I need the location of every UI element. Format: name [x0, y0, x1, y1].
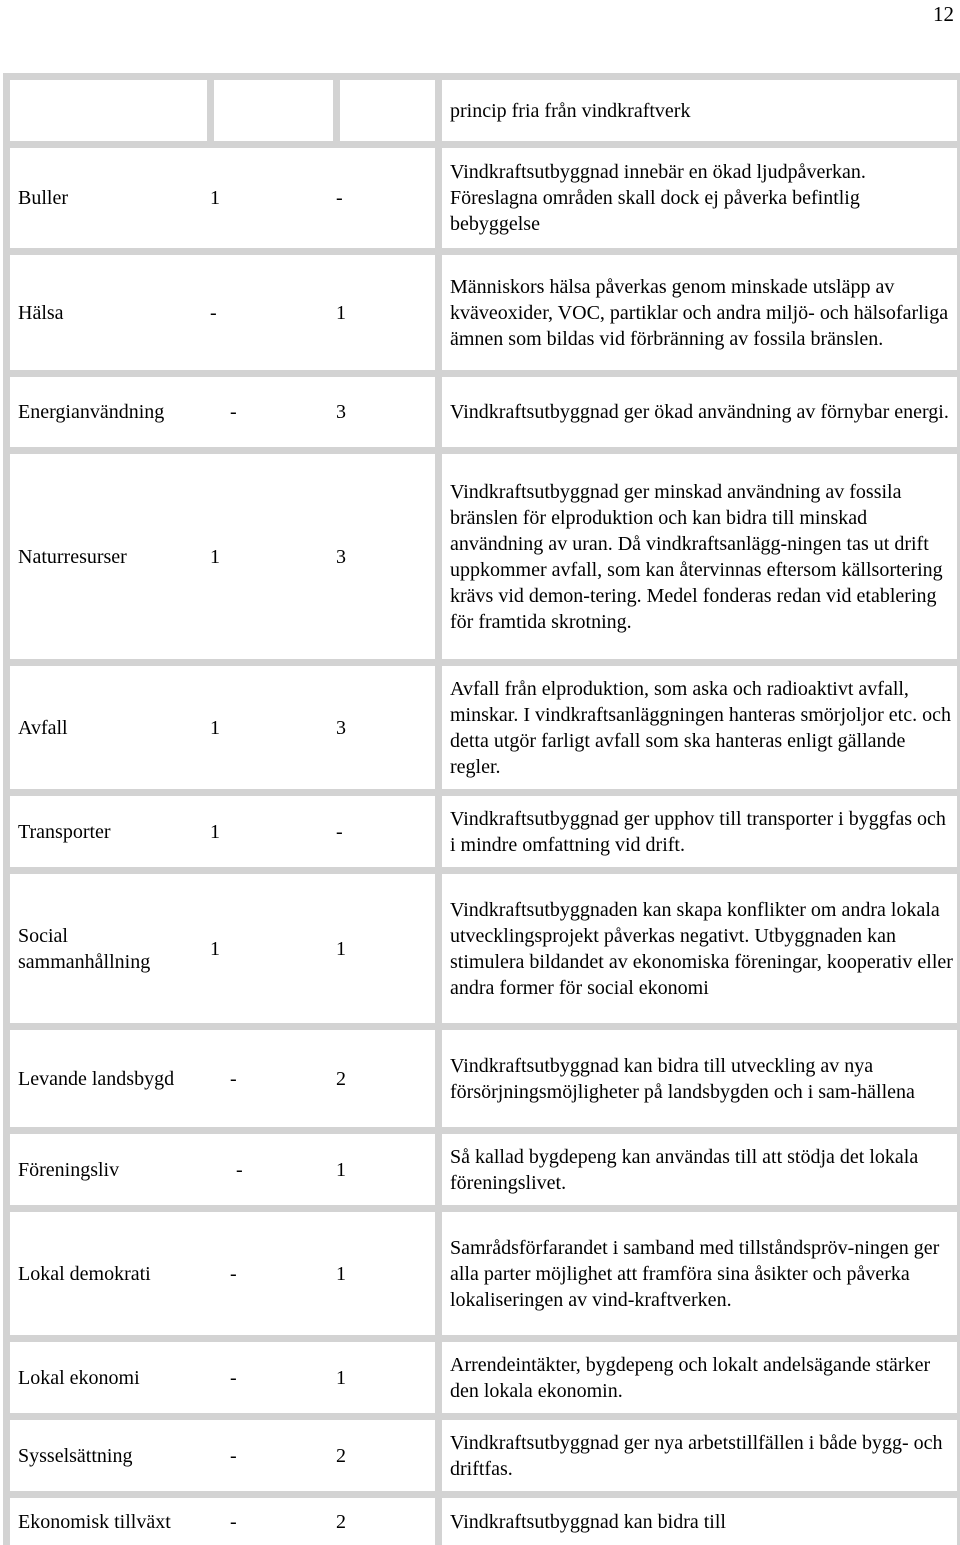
description-cell: Vindkraftsutbyggnaden kan skapa konflikter om andra lokala utvecklingsprojekt påverkas negativt. Utbyggnaden kan stimulera bildandet av ekonomiska föreningar, kooperativ eller andra former för social ekonomi: [439, 871, 960, 1027]
table-row: [7, 252, 960, 374]
description-cell: Människors hälsa påverkas genom minskade utsläpp av kväveoxider, VOC, partiklar och andra miljö- och hälsofarliga ämnen som bildas vid förbränning av fossila bränslen.: [439, 252, 960, 374]
table-row: [7, 1131, 960, 1209]
aspect-label: Social sammanhållning: [18, 924, 151, 973]
aspect-label: Ekonomisk tillväxt: [18, 1510, 171, 1533]
aspect-rating-cell: [7, 1495, 439, 1545]
aspect-rating-cell: [7, 871, 439, 1027]
value-1: -: [230, 1510, 237, 1533]
table-row: [7, 374, 960, 451]
value-1-cell: [211, 77, 337, 145]
aspect-rating-cell: [7, 145, 439, 252]
table-row: [7, 1027, 960, 1131]
aspect-rating-cell: [7, 1339, 439, 1417]
aspect-label: Energianvändning: [18, 401, 165, 424]
aspect-cell: [7, 77, 211, 145]
value-2: 1: [336, 1262, 346, 1285]
aspect-rating-cell: [7, 793, 439, 871]
description-cell: Arrendeintäkter, bygdepeng och lokalt andelsägande stärker den lokala ekonomin.: [439, 1339, 960, 1417]
impact-assessment-table: [3, 73, 960, 1545]
aspect-rating-cell: [7, 374, 439, 451]
value-2: 2: [336, 1067, 346, 1090]
aspect-rating-cell: [7, 252, 439, 374]
aspect-label: Lokal demokrati: [18, 1262, 151, 1285]
value-1: -: [236, 1158, 243, 1181]
value-1: -: [230, 1444, 237, 1467]
value-2: 1: [336, 1366, 346, 1389]
table-row: [7, 1339, 960, 1417]
description-cell: Samrådsförfarandet i samband med tillståndspröv-ningen ger alla parter möjlighet att framföra sina åsikter och påverka lokaliseringen av vind-kraftverken.: [439, 1209, 960, 1339]
value-2: 1: [336, 301, 346, 324]
value-2-cell: [337, 77, 439, 145]
value-2: 3: [336, 716, 346, 739]
table-row: [7, 451, 960, 663]
value-2: 2: [336, 1510, 346, 1533]
aspect-rating-cell: [7, 1417, 439, 1495]
value-1: 1: [210, 937, 220, 960]
aspect-rating-cell: [7, 1027, 439, 1131]
value-2: -: [336, 187, 343, 210]
value-2: 3: [336, 545, 346, 568]
value-1: -: [230, 1262, 237, 1285]
value-1: 1: [210, 545, 220, 568]
aspect-rating-cell: [7, 451, 439, 663]
description-cell: Vindkraftsutbyggnad ger upphov till transporter i byggfas och i mindre omfattning vid drift.: [439, 793, 960, 871]
aspect-rating-cell: [7, 1131, 439, 1209]
aspect-label: Buller: [18, 187, 68, 210]
description-cell: Avfall från elproduktion, som aska och radioaktivt avfall, minskar. I vindkraftsanläggningen hanteras smörjoljor etc. och detta utgör farligt avfall som ska hanteras enligt gällande regler.: [439, 663, 960, 793]
aspect-label: Sysselsättning: [18, 1444, 133, 1467]
table-row: [7, 793, 960, 871]
table-row: [7, 663, 960, 793]
aspect-rating-cell: [7, 663, 439, 793]
description-cell: Vindkraftsutbyggnad ger minskad användning av fossila bränslen för elproduktion och kan bidra till minskad användning av uran. Då vindkraftsanlägg-ningen tas ut drift uppkommer avfall, som kan återvinnas eftersom källsortering krävs vid demon-tering. Medel fonderas redan vid etablering för framtida skrotning.: [439, 451, 960, 663]
value-2: 2: [336, 1444, 346, 1467]
table-row: [7, 1209, 960, 1339]
value-1: -: [230, 1067, 237, 1090]
table-row: [7, 1417, 960, 1495]
table-row: [7, 145, 960, 252]
value-1: -: [230, 401, 237, 424]
value-2: 1: [336, 1158, 346, 1181]
value-1: -: [210, 301, 217, 324]
value-1: 1: [210, 820, 220, 843]
aspect-label: Hälsa: [18, 301, 64, 324]
aspect-label: Transporter: [18, 820, 111, 843]
description-cell: Så kallad bygdepeng kan användas till att stödja det lokala föreningslivet.: [439, 1131, 960, 1209]
aspect-label: Avfall: [18, 716, 68, 739]
value-2: 1: [336, 937, 346, 960]
table-row: [7, 871, 960, 1027]
description-cell: Vindkraftsutbyggnad ger nya arbetstillfällen i både bygg- och driftfas.: [439, 1417, 960, 1495]
value-2: -: [336, 820, 343, 843]
aspect-label: Föreningsliv: [18, 1158, 120, 1181]
value-1: 1: [210, 187, 220, 210]
aspect-label: Naturresurser: [18, 545, 127, 568]
description-cell: Vindkraftsutbyggnad innebär en ökad ljudpåverkan. Föreslagna områden skall dock ej påverka befintlig bebyggelse: [439, 145, 960, 252]
description-cell: Vindkraftsutbyggnad kan bidra till utveckling av nya försörjningsmöjligheter på landsbygden och i sam-hällena: [439, 1027, 960, 1131]
page-number: 12: [933, 2, 954, 26]
value-1: -: [230, 1366, 237, 1389]
description-cell: princip fria från vindkraftverk: [439, 77, 960, 145]
table-row: [7, 77, 960, 145]
aspect-label: Lokal ekonomi: [18, 1366, 140, 1389]
aspect-label: Levande landsbygd: [18, 1067, 175, 1090]
description-cell: Vindkraftsutbyggnad kan bidra till: [439, 1495, 960, 1545]
description-cell: Vindkraftsutbyggnad ger ökad användning av förnybar energi.: [439, 374, 960, 451]
table-row: [7, 1495, 960, 1545]
value-1: 1: [210, 716, 220, 739]
aspect-rating-cell: [7, 1209, 439, 1339]
value-2: 3: [336, 401, 346, 424]
